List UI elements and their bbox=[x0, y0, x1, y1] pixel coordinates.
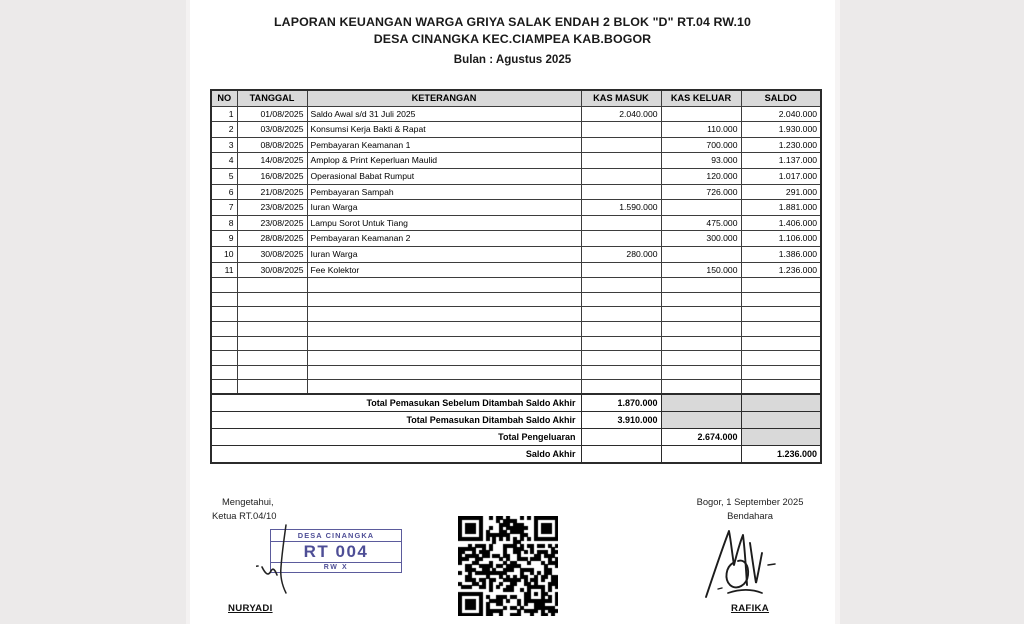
cell-empty bbox=[661, 307, 741, 322]
total-kas-keluar bbox=[661, 446, 741, 464]
cell-empty bbox=[307, 321, 581, 336]
cell-empty bbox=[307, 278, 581, 293]
cell-empty bbox=[661, 365, 741, 380]
cell-empty bbox=[741, 336, 821, 351]
cell-empty bbox=[581, 292, 661, 307]
cell-no: 3 bbox=[211, 137, 237, 153]
cell-empty bbox=[661, 380, 741, 395]
cell-keterangan: Iuran Warga bbox=[307, 246, 581, 262]
column-header-no: NO bbox=[211, 90, 237, 106]
handwritten-signature-right bbox=[698, 523, 803, 601]
cell-empty bbox=[661, 292, 741, 307]
cell-tanggal: 28/08/2025 bbox=[237, 231, 307, 247]
table-row bbox=[211, 231, 821, 247]
table-row bbox=[211, 200, 821, 216]
cell-kas-keluar: 300.000 bbox=[661, 231, 741, 247]
table-row-empty bbox=[211, 321, 821, 336]
cell-kas-masuk bbox=[581, 215, 661, 231]
cell-tanggal: 23/08/2025 bbox=[237, 215, 307, 231]
cell-tanggal: 14/08/2025 bbox=[237, 153, 307, 169]
signature-block-left bbox=[212, 495, 442, 614]
cell-no: 8 bbox=[211, 215, 237, 231]
right-sign-line-1: Bogor, 1 September 2025 bbox=[696, 496, 804, 507]
ledger-table-container bbox=[210, 89, 820, 464]
table-row bbox=[211, 246, 821, 262]
cell-empty bbox=[661, 278, 741, 293]
cell-tanggal: 30/08/2025 bbox=[237, 262, 307, 278]
stamp-rt-number: RT 004 bbox=[271, 542, 401, 563]
table-total-row bbox=[211, 394, 821, 412]
cell-kas-masuk: 1.590.000 bbox=[581, 200, 661, 216]
column-header-kas-keluar: KAS KELUAR bbox=[661, 90, 741, 106]
cell-no: 1 bbox=[211, 106, 237, 122]
cell-keterangan: Iuran Warga bbox=[307, 200, 581, 216]
left-sign-line-2: Ketua RT.04/10 bbox=[212, 510, 277, 521]
cell-empty bbox=[307, 336, 581, 351]
cell-saldo: 1.106.000 bbox=[741, 231, 821, 247]
total-kas-keluar bbox=[661, 394, 741, 412]
cell-empty bbox=[211, 336, 237, 351]
cell-empty bbox=[581, 380, 661, 395]
table-row bbox=[211, 153, 821, 169]
cell-kas-keluar: 93.000 bbox=[661, 153, 741, 169]
total-kas-keluar: 2.674.000 bbox=[661, 429, 741, 446]
total-kas-masuk: 1.870.000 bbox=[581, 394, 661, 412]
table-total-row bbox=[211, 446, 821, 464]
cell-no: 5 bbox=[211, 168, 237, 184]
total-kas-masuk: 3.910.000 bbox=[581, 412, 661, 429]
cell-empty bbox=[211, 351, 237, 366]
cell-tanggal: 08/08/2025 bbox=[237, 137, 307, 153]
cell-no: 6 bbox=[211, 184, 237, 200]
column-header-saldo: SALDO bbox=[741, 90, 821, 106]
table-row bbox=[211, 106, 821, 122]
total-kas-masuk bbox=[581, 429, 661, 446]
stamp-village-name: DESA CINANGKA bbox=[271, 530, 401, 542]
total-label: Total Pemasukan Sebelum Ditambah Saldo Akhir bbox=[211, 394, 581, 412]
cell-kas-masuk: 280.000 bbox=[581, 246, 661, 262]
cell-tanggal: 23/08/2025 bbox=[237, 200, 307, 216]
report-title-line-2: DESA CINANGKA KEC.CIAMPEA KAB.BOGOR bbox=[373, 32, 652, 46]
cell-empty bbox=[307, 292, 581, 307]
cell-empty bbox=[307, 380, 581, 395]
table-row-empty bbox=[211, 292, 821, 307]
cell-kas-keluar: 120.000 bbox=[661, 168, 741, 184]
cell-keterangan: Amplop & Print Keperluan Maulid bbox=[307, 153, 581, 169]
cell-no: 11 bbox=[211, 262, 237, 278]
cell-saldo: 1.236.000 bbox=[741, 262, 821, 278]
right-sign-line-2: Bendahara bbox=[727, 510, 773, 521]
cell-empty bbox=[741, 380, 821, 395]
cell-keterangan: Pembayaran Sampah bbox=[307, 184, 581, 200]
cell-empty bbox=[581, 336, 661, 351]
cell-no: 4 bbox=[211, 153, 237, 169]
cell-no: 2 bbox=[211, 122, 237, 138]
cell-kas-keluar: 700.000 bbox=[661, 137, 741, 153]
total-label: Total Pengeluaran bbox=[211, 429, 581, 446]
cell-keterangan: Pembayaran Keamanan 2 bbox=[307, 231, 581, 247]
cell-empty bbox=[741, 292, 821, 307]
cell-kas-masuk bbox=[581, 153, 661, 169]
cell-no: 10 bbox=[211, 246, 237, 262]
cell-empty bbox=[581, 321, 661, 336]
cell-empty bbox=[237, 321, 307, 336]
report-title-block bbox=[190, 14, 835, 68]
total-label: Saldo Akhir bbox=[211, 446, 581, 464]
cell-kas-keluar: 475.000 bbox=[661, 215, 741, 231]
cell-kas-masuk bbox=[581, 122, 661, 138]
cell-empty bbox=[307, 365, 581, 380]
cell-no: 9 bbox=[211, 231, 237, 247]
column-header-keterangan: KETERANGAN bbox=[307, 90, 581, 106]
cell-saldo: 1.406.000 bbox=[741, 215, 821, 231]
cell-kas-keluar bbox=[661, 200, 741, 216]
table-row bbox=[211, 215, 821, 231]
cell-tanggal: 16/08/2025 bbox=[237, 168, 307, 184]
cell-kas-keluar bbox=[661, 246, 741, 262]
cell-empty bbox=[307, 307, 581, 322]
table-total-row bbox=[211, 412, 821, 429]
table-total-row bbox=[211, 429, 821, 446]
cell-empty bbox=[237, 307, 307, 322]
table-header bbox=[211, 90, 821, 106]
cell-kas-keluar: 110.000 bbox=[661, 122, 741, 138]
column-header-kas-masuk: KAS MASUK bbox=[581, 90, 661, 106]
cell-saldo: 1.881.000 bbox=[741, 200, 821, 216]
total-label: Total Pemasukan Ditambah Saldo Akhir bbox=[211, 412, 581, 429]
signature-block-right bbox=[650, 495, 850, 614]
right-signatory-name: RAFIKA bbox=[730, 603, 770, 614]
cell-empty bbox=[661, 336, 741, 351]
table-row bbox=[211, 137, 821, 153]
cell-empty bbox=[211, 365, 237, 380]
stamp-rw-number: RW X bbox=[323, 564, 349, 571]
cell-tanggal: 30/08/2025 bbox=[237, 246, 307, 262]
cell-empty bbox=[237, 351, 307, 366]
cell-saldo: 291.000 bbox=[741, 184, 821, 200]
total-kas-masuk bbox=[581, 446, 661, 464]
cell-keterangan: Fee Kolektor bbox=[307, 262, 581, 278]
report-title-line-1: LAPORAN KEUANGAN WARGA GRIYA SALAK ENDAH 2 BLOK "D" RT.04 RW.10 bbox=[273, 15, 751, 29]
cell-saldo: 1.930.000 bbox=[741, 122, 821, 138]
table-row-empty bbox=[211, 307, 821, 322]
cell-empty bbox=[211, 321, 237, 336]
column-header-tanggal: TANGGAL bbox=[237, 90, 307, 106]
total-saldo bbox=[741, 394, 821, 412]
cell-tanggal: 21/08/2025 bbox=[237, 184, 307, 200]
table-row-empty bbox=[211, 380, 821, 395]
cell-empty bbox=[741, 351, 821, 366]
cell-kas-masuk bbox=[581, 137, 661, 153]
signature-area bbox=[190, 495, 835, 624]
left-signatory-name: NURYADI bbox=[228, 603, 273, 614]
table-body bbox=[211, 106, 821, 463]
qr-code bbox=[458, 516, 558, 616]
cell-keterangan: Pembayaran Keamanan 1 bbox=[307, 137, 581, 153]
cell-empty bbox=[581, 307, 661, 322]
cell-saldo: 1.017.000 bbox=[741, 168, 821, 184]
table-row-empty bbox=[211, 351, 821, 366]
cell-kas-keluar bbox=[661, 106, 741, 122]
cell-empty bbox=[237, 292, 307, 307]
cell-kas-masuk bbox=[581, 168, 661, 184]
official-stamp bbox=[270, 529, 402, 573]
ledger-table bbox=[210, 89, 822, 464]
paper-sheet bbox=[190, 0, 835, 624]
left-sign-line-1: Mengetahui, bbox=[222, 496, 274, 507]
cell-empty bbox=[237, 278, 307, 293]
cell-kas-masuk bbox=[581, 184, 661, 200]
cell-empty bbox=[211, 380, 237, 395]
cell-keterangan: Lampu Sorot Untuk Tiang bbox=[307, 215, 581, 231]
cell-empty bbox=[741, 278, 821, 293]
table-row-empty bbox=[211, 278, 821, 293]
cell-empty bbox=[211, 307, 237, 322]
cell-empty bbox=[307, 351, 581, 366]
cell-empty bbox=[581, 351, 661, 366]
table-header-row bbox=[211, 90, 821, 106]
cell-kas-masuk bbox=[581, 231, 661, 247]
cell-kas-masuk bbox=[581, 262, 661, 278]
cell-saldo: 1.230.000 bbox=[741, 137, 821, 153]
cell-saldo: 1.137.000 bbox=[741, 153, 821, 169]
total-saldo bbox=[741, 429, 821, 446]
cell-empty bbox=[741, 365, 821, 380]
cell-keterangan: Konsumsi Kerja Bakti & Rapat bbox=[307, 122, 581, 138]
cell-kas-masuk: 2.040.000 bbox=[581, 106, 661, 122]
cell-kas-keluar: 726.000 bbox=[661, 184, 741, 200]
cell-empty bbox=[661, 321, 741, 336]
cell-empty bbox=[237, 336, 307, 351]
cell-empty bbox=[581, 278, 661, 293]
total-kas-keluar bbox=[661, 412, 741, 429]
cell-kas-keluar: 150.000 bbox=[661, 262, 741, 278]
cell-empty bbox=[211, 292, 237, 307]
table-row-empty bbox=[211, 336, 821, 351]
table-row bbox=[211, 184, 821, 200]
table-row bbox=[211, 122, 821, 138]
cell-tanggal: 01/08/2025 bbox=[237, 106, 307, 122]
table-row bbox=[211, 262, 821, 278]
cell-empty bbox=[741, 307, 821, 322]
report-period: Bulan : Agustus 2025 bbox=[453, 53, 572, 66]
total-saldo bbox=[741, 412, 821, 429]
total-saldo: 1.236.000 bbox=[741, 446, 821, 464]
cell-empty bbox=[211, 278, 237, 293]
cell-empty bbox=[661, 351, 741, 366]
table-row bbox=[211, 168, 821, 184]
cell-empty bbox=[237, 380, 307, 395]
cell-saldo: 2.040.000 bbox=[741, 106, 821, 122]
cell-empty bbox=[741, 321, 821, 336]
cell-no: 7 bbox=[211, 200, 237, 216]
table-row-empty bbox=[211, 365, 821, 380]
cell-saldo: 1.386.000 bbox=[741, 246, 821, 262]
sheet-edge-right bbox=[835, 0, 840, 624]
cell-empty bbox=[581, 365, 661, 380]
cell-keterangan: Saldo Awal s/d 31 Juli 2025 bbox=[307, 106, 581, 122]
cell-tanggal: 03/08/2025 bbox=[237, 122, 307, 138]
cell-empty bbox=[237, 365, 307, 380]
cell-keterangan: Operasional Babat Rumput bbox=[307, 168, 581, 184]
